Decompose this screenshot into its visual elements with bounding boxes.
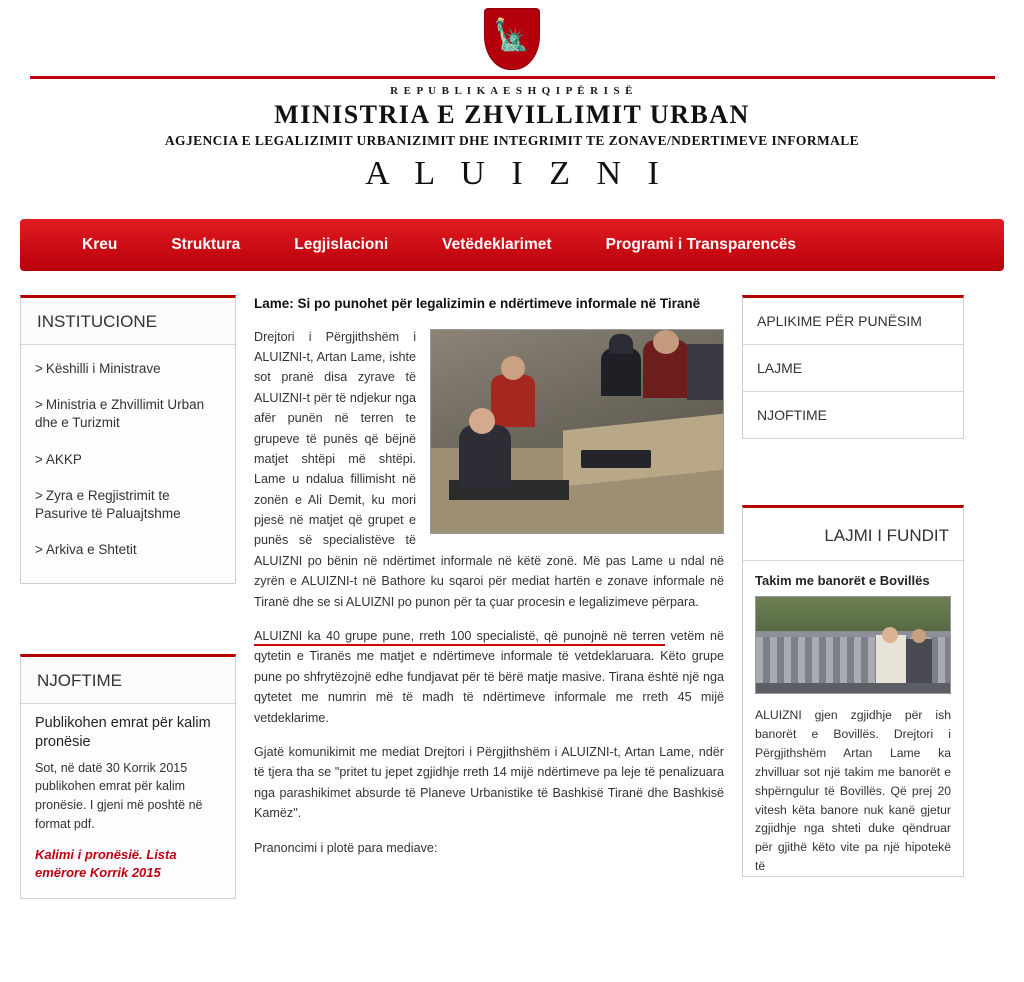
nav-item-vetedeklarimet[interactable]: Vetëdeklarimet: [442, 236, 552, 253]
njoftime-item-link[interactable]: Kalimi i pronësië. Lista emërore Korrik 2015: [35, 846, 177, 880]
njoftime-item-title[interactable]: Publikohen emrat për kalim pronësie: [35, 714, 211, 751]
right-sidebar: [742, 295, 964, 877]
chevron-right-icon: >: [35, 397, 43, 413]
highlighted-sentence: ALUIZNI ka 40 grupe pune, rreth 100 specialistë, që punojnë në terren: [254, 629, 665, 646]
sidebar-item-njoftime[interactable]: NJOFTIME: [757, 407, 827, 423]
agency-title: AGJENCIA E LEGALIZIMIT URBANIZIMIT DHE INTEGRIMIT TE ZONAVE/NDERTIMEVE INFORMALE: [164, 133, 860, 148]
article-paragraph-2: [254, 626, 724, 728]
latest-news-photo: [755, 596, 951, 694]
sidebar-item-lajme[interactable]: LAJME: [743, 345, 963, 392]
article-column: [254, 295, 724, 872]
sidebar-item-arkiva-shtetit[interactable]: [33, 532, 225, 568]
albanian-eagle-crest-icon: 🗽: [484, 8, 540, 70]
main-navigation[interactable]: [20, 219, 1004, 271]
sidebar-item-label: Këshilli i Ministrave: [45, 361, 161, 376]
article-paragraph-4: Pranoncimi i plotë para mediave:: [254, 840, 438, 855]
chevron-right-icon: >: [35, 542, 43, 558]
article-paragraph-1: Drejtori i Përgjithshëm i ALUIZNI-t, Artan Lame, ishte sot pranë disa zyrave të ALUIZNI-t për të ndjekur nga afër punën në terren te grupeve të punës që bëjnë matjet shtëpi më shtëpi. Lame u ndalua fillimisht në zonën e Ali Demit, ku mori pjesë në matjet që grupet e punës së specialistëve të ALUIZNI po bënin në ndërtimet informale në këtë zonë. Më pas Lame u ndal në zyrën e ALUIZNI-t në Bathore ku sqaroi për mediat hartën e zonave informale në Tiranë dhe se si ALUIZNI po punon për ta çuar procesin e legalizimeve përpara.: [254, 329, 724, 609]
sidebar-item-label: Arkiva e Shtetit: [45, 542, 137, 558]
site-header: [0, 0, 1024, 193]
sidebar-item-ministria-zhvillimit-urban[interactable]: [33, 387, 225, 441]
chevron-right-icon: >: [35, 487, 43, 503]
njoftime-item-text: Sot, në datë 30 Korrik 2015 publikohen emrat për kalim pronësie. I gjeni më poshtë në format pdf.: [35, 760, 203, 831]
page-content: [20, 295, 1004, 899]
nav-item-programi-transparences[interactable]: Programi i Transparencës: [605, 236, 796, 253]
header-divider: [30, 76, 995, 79]
brand-title: A L U I Z N I: [365, 155, 668, 192]
sidebar-item-aplikime-per-punesim[interactable]: APLIKIME PËR PUNËSIM: [743, 298, 963, 345]
latest-news-box: [742, 505, 964, 877]
njoftime-body: [21, 704, 235, 899]
njoftime-box: [20, 654, 236, 900]
chevron-right-icon: >: [35, 361, 43, 376]
institucione-links: [21, 345, 235, 583]
institucione-title: INSTITUCIONE: [21, 298, 235, 345]
chevron-right-icon: >: [35, 451, 43, 467]
sidebar-item-label: Zyra e Regjistrimit te Pasurive të Paluajtshme: [35, 487, 181, 522]
sidebar-item-akkp[interactable]: [33, 442, 225, 478]
republic-line: R E P U B L I K A E S H Q I P Ë R I S Ë: [390, 85, 634, 97]
institucione-box: [20, 295, 236, 584]
ministry-title: MINISTRIA E ZHVILLIMIT URBAN: [274, 100, 750, 129]
njoftime-title: NJOFTIME: [21, 657, 235, 704]
left-sidebar: [20, 295, 236, 899]
right-nav-box: [742, 295, 964, 439]
nav-item-kreu[interactable]: Kreu: [82, 236, 118, 253]
article-title: Lame: Si po punohet për legalizimin e ndërtimeve informale në Tiranë: [254, 296, 701, 311]
article-paragraph-2-rest: vetëm në qytetin e Tiranës me matjet e ndërtimeve informale të vetdeklaruara. Këto grupe pune po shfrytëzojnë edhe fundjavat për të bërë matje masive. Tirana është një nga qytetet me numrin më të madh të ndërtimeve informale me rreth 45 mijë vetdeklarime.: [254, 629, 724, 725]
article-paragraph-3: Gjatë komunikimit me mediat Drejtori i Përgjithshëm i ALUIZNI-t, Artan Lame, ndër të tjera tha se "pritet tu jepet zgjidhje rreth 14 mijë ndërtimeve pa leje të penalizuara nga parashikimet absurde të Planeve Urbanistike të Bashkisë Tiranë dhe Bashkisë Kamëz".: [254, 744, 724, 821]
latest-news-title[interactable]: Takim me banorët e Bovillës: [755, 573, 930, 588]
sidebar-item-label: Ministria e Zhvillimit Urban dhe e Turizmit: [35, 397, 205, 431]
latest-news-heading: LAJMI I FUNDIT: [743, 508, 963, 561]
sidebar-item-zyra-regjistrimit[interactable]: [33, 478, 225, 532]
sidebar-item-label: AKKP: [45, 451, 82, 467]
article-body: [254, 327, 724, 858]
nav-item-legjislacioni[interactable]: Legjislacioni: [294, 236, 389, 253]
sidebar-item-keshilli-ministrave[interactable]: [33, 351, 225, 387]
article-photo: [430, 329, 724, 534]
nav-item-struktura[interactable]: Struktura: [171, 236, 241, 253]
latest-news-text: ALUIZNI gjen zgjidhje për ish banorët e Bovillës. Drejtori i Përgjithshëm Artan Lame ka zhvilluar sot një takim me banorët e shpërngulur të Bovillës. Që prej 20 vitesh këta banore nuk kanë gjetur zgjidhje nga shteti duke qëndruar për gjithë këto vite pa një hipotekë të: [755, 708, 951, 874]
